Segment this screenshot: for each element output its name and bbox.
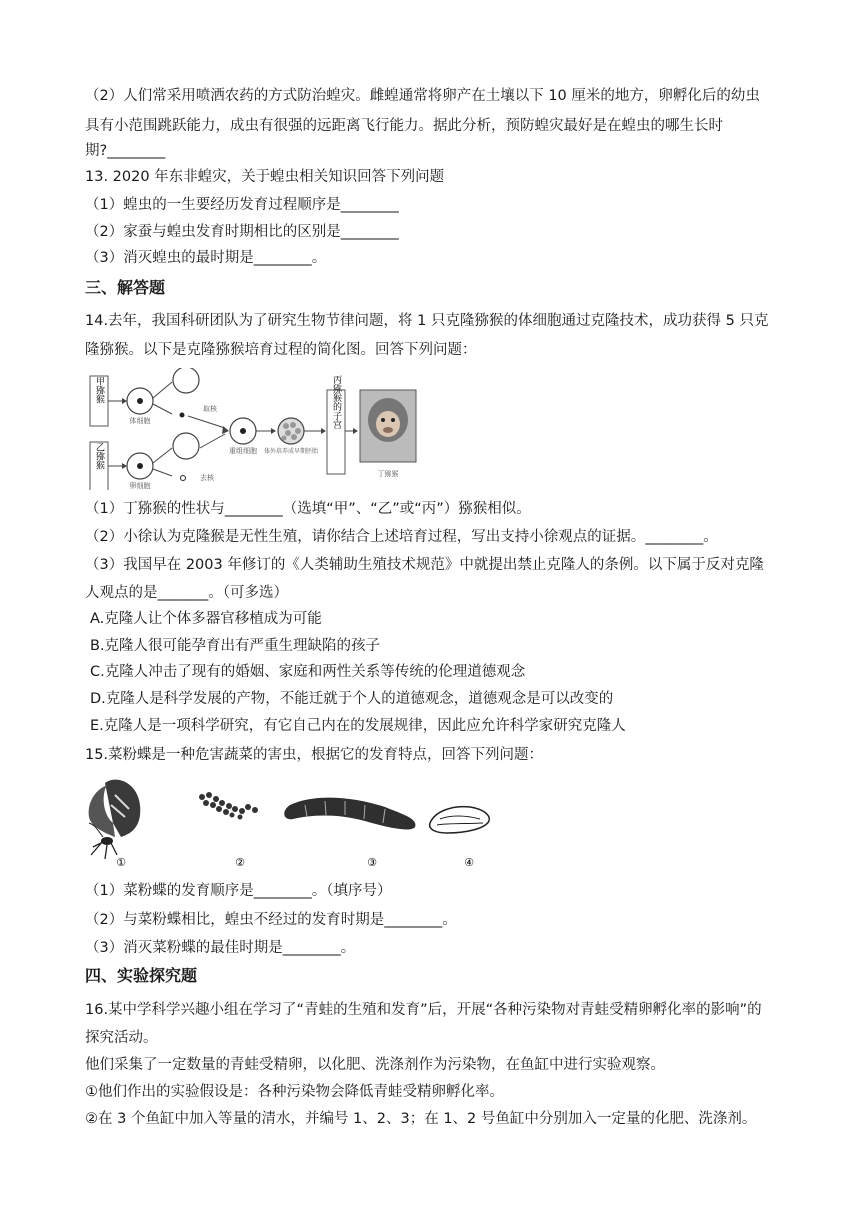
stage-label-3: ③ — [367, 856, 377, 869]
q14-stem-line2: 隆猕猴。以下是克隆猕猴培育过程的简化图。回答下列问题： — [85, 342, 477, 358]
q14-option-b: B.克隆人很可能孕育出有严重生理缺陷的孩子 — [90, 638, 381, 654]
monkey-b-label: 乙猕猴 — [94, 442, 104, 470]
q15-part2: （2）与菜粉蝶相比，蝗虫不经过的发育时期是________。 — [85, 912, 457, 928]
q15-part3: （3）消灭菜粉蝶的最佳时期是________。 — [85, 940, 356, 956]
take-nucleus-label: 取核 — [203, 405, 217, 413]
q16-step2: ②在 3 个鱼缸中加入等量的清水，并编号 1、2、3；在 1、2 号鱼缸中分别加入一定量的化肥、洗涤剂。 — [85, 1111, 757, 1127]
q14-stem-line1: 14.去年，我国科研团队为了研究生物节律问题，将 1 只克隆猕猴的体细胞通过克隆技术，成功获得 5 只克 — [85, 313, 769, 329]
q13-stem: 13. 2020 年东非蝗灾，关于蝗虫相关知识回答下列问题 — [85, 169, 445, 185]
stage-label-4: ④ — [464, 856, 474, 869]
pupa — [430, 807, 490, 833]
stage-label-2: ② — [235, 856, 245, 869]
q14-part3-line2: 人观点的是_______。（可多选） — [85, 585, 288, 601]
q13-part2: （2）家蚕与蝗虫发育时期相比的区别是________ — [85, 224, 399, 240]
adult-butterfly — [89, 780, 141, 859]
clone-process-diagram — [88, 368, 433, 490]
monkey-d-label: 丁猕猴 — [377, 470, 399, 478]
q12-part2-line1: （2）人们常采用喷洒农药的方式防治蝗灾。雌蝗通常将卵产在土壤以下 10 厘米的地方，卵孵化后的幼虫 — [85, 88, 760, 104]
donor-nucleus — [180, 413, 185, 418]
section-heading-experiment: 四、实验探究题 — [85, 966, 198, 985]
q14-option-a: A.克隆人让个体多器官移植成为可能 — [90, 611, 322, 627]
q15-part1: （1）菜粉蝶的发育顺序是________。（填序号） — [85, 883, 392, 899]
section-heading-answer: 三、解答题 — [85, 278, 166, 297]
egg-cell-label: 卵细胞 — [129, 482, 151, 490]
enucleated-egg-cell — [173, 433, 199, 459]
enucleated-somatic-cell — [173, 368, 199, 393]
stage-label-1: ① — [116, 856, 126, 869]
q14-part2: （2）小徐认为克隆猴是无性生殖，请你结合上述培育过程，写出支持小徐观点的证据。________。 — [85, 529, 718, 545]
early-embryo-label: 体外培养成早期胚胎 — [263, 448, 319, 455]
egg-cluster — [199, 792, 258, 820]
q12-part2-line3: 期?________ — [85, 143, 166, 159]
caterpillar — [284, 798, 415, 830]
removed-nucleus — [181, 476, 186, 481]
q13-part3: （3）消灭蝗虫的最时期是________。 — [85, 250, 327, 266]
q16-step1: ①他们作出的实验假设是：各种污染物会降低青蛙受精卵孵化率。 — [85, 1084, 504, 1100]
somatic-cell-label: 体细胞 — [129, 417, 151, 425]
q14-part3-line1: （3）我国早在 2003 年修订的《人类辅助生殖技术规范》中就提出禁止克隆人的条例。以下属于反对克隆 — [85, 557, 764, 573]
q16-stem-line2: 探究活动。 — [85, 1030, 158, 1046]
q15-stem: 15.菜粉蝶是一种危害蔬菜的害虫，根据它的发育特点，回答下列问题： — [85, 747, 544, 763]
q16-method: 他们采集了一定数量的青蛙受精卵，以化肥、洗涤剂作为污染物，在鱼缸中进行实验观察。 — [85, 1057, 665, 1073]
q14-option-c: C.克隆人冲击了现有的婚姻、家庭和两性关系等传统的伦理道德观念 — [90, 664, 526, 680]
q16-stem-line1: 16.某中学科学兴趣小组在学习了“青蛙的生殖和发育”后，开展“各种污染物对青蛙受精卵孵化率的影响”的 — [85, 1002, 762, 1018]
monkey-a-label: 甲猕猴 — [94, 376, 104, 404]
butterfly-lifecycle-figure — [85, 775, 500, 870]
recombined-cell-label: 重组细胞 — [229, 447, 257, 455]
q13-part1: （1）蝗虫的一生要经历发育过程顺序是________ — [85, 197, 399, 213]
q14-option-e: E.克隆人是一项科学研究，有它自己内在的发展规律，因此应允许科学家研究克隆人 — [90, 718, 626, 734]
remove-nucleus-label: 去核 — [200, 474, 214, 482]
q14-part1: （1）丁猕猴的性状与________（选填“甲”、“乙”或“丙”）猕猴相似。 — [85, 501, 531, 517]
q12-part2-line2: 具有小范围跳跃能力，成虫有很强的远距离飞行能力。据此分析，预防蝗灾最好是在蝗虫的哪生长时 — [85, 118, 723, 134]
q14-option-d: D.克隆人是科学发展的产物，不能迁就于个人的道德观念，道德观念是可以改变的 — [90, 691, 614, 707]
monkey-c-label: 丙猕猴的子宫 — [331, 375, 341, 429]
